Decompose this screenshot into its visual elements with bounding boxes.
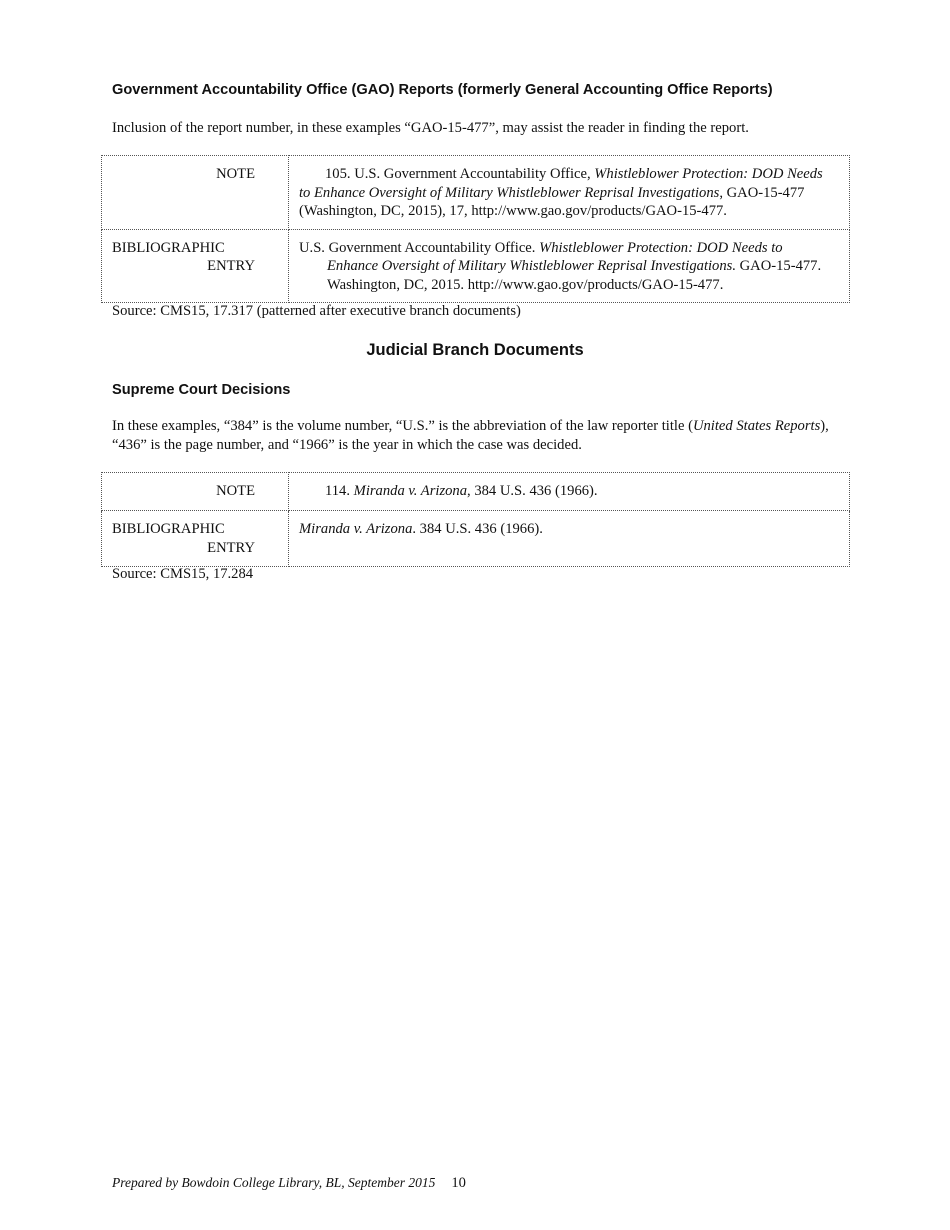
note-label-cell (102, 156, 289, 230)
gao-intro-text: Inclusion of the report number, in these examples “GAO-15-477”, may assist the reader in finding the report. (112, 120, 749, 136)
bib-label-line2: ENTRY (207, 539, 255, 556)
bib-cell (289, 229, 850, 303)
note-citation (299, 165, 837, 221)
gao-source-text: Source: CMS15, 17.317 (patterned after executive branch documents) (112, 303, 521, 319)
judicial-section-heading: Judicial Branch Documents (366, 341, 584, 359)
note-prefix: 105. U.S. Government Accountability Office, (325, 166, 595, 182)
note-cell (289, 156, 850, 230)
footer-prepared-by: Prepared by Bowdoin College Library, BL, September 2015 (112, 1175, 436, 1190)
note-label-cell (102, 473, 289, 511)
bib-citation (299, 520, 837, 539)
bib-label-line2: ENTRY (207, 258, 255, 274)
note-row (102, 156, 850, 230)
bib-prefix: U.S. Government Accountability Office. (299, 239, 540, 256)
bib-label-line1: BIBLIOGRAPHIC (112, 521, 225, 537)
bib-label-line1: BIBLIOGRAPHIC (112, 239, 225, 256)
note-cell (289, 473, 850, 511)
bib-title: Whistleblower Protection: DOD Needs to Enhance Oversight of Military Whistleblower Reprisal Investigations. (327, 239, 783, 274)
note-title: Miranda v. Arizona (353, 483, 468, 499)
gao-citation-table (101, 155, 850, 303)
bib-title: Miranda v. Arizona (299, 521, 413, 537)
note-label: NOTE (216, 483, 255, 499)
note-prefix: 114. (325, 483, 354, 499)
note-label: NOTE (216, 166, 255, 182)
intro-italic: United States Reports (692, 418, 821, 434)
bib-cell (289, 511, 850, 567)
bib-label-cell (102, 511, 289, 567)
bib-citation (299, 239, 837, 295)
bib-suffix: GAO-15-477. Washington, DC, 2015. http://www.gao.gov/products/GAO-15-477. (327, 258, 822, 293)
judicial-intro-text (112, 417, 832, 454)
note-citation (299, 482, 837, 501)
intro-part2: ), “436” is the page number, and “1966” is the year in which the case was decided. (112, 418, 829, 453)
page-footer (112, 1175, 466, 1192)
bib-label-cell (102, 229, 289, 303)
note-suffix: , 384 U.S. 436 (1966). (467, 483, 598, 499)
bib-suffix: . 384 U.S. 436 (1966). (412, 521, 543, 537)
bibliography-row (102, 511, 850, 567)
bibliography-row (102, 229, 850, 303)
judicial-source-text: Source: CMS15, 17.284 (112, 566, 254, 582)
gao-section-heading: Government Accountability Office (GAO) Reports (formerly General Accounting Office Reports) (112, 82, 773, 98)
intro-part1: In these examples, “384” is the volume number, “U.S.” is the abbreviation of the law reporter title ( (112, 418, 693, 434)
supreme-court-subheading: Supreme Court Decisions (112, 382, 291, 398)
note-title: Whistleblower Protection: DOD Needs to Enhance Oversight of Military Whistleblower Reprisal Investigations (299, 166, 823, 201)
note-row (102, 473, 850, 511)
note-suffix: , GAO-15-477 (Washington, DC, 2015), 17, http://www.gao.gov/products/GAO-15-477. (299, 184, 805, 219)
page-number: 10 (451, 1175, 466, 1191)
judicial-citation-table (101, 472, 850, 567)
